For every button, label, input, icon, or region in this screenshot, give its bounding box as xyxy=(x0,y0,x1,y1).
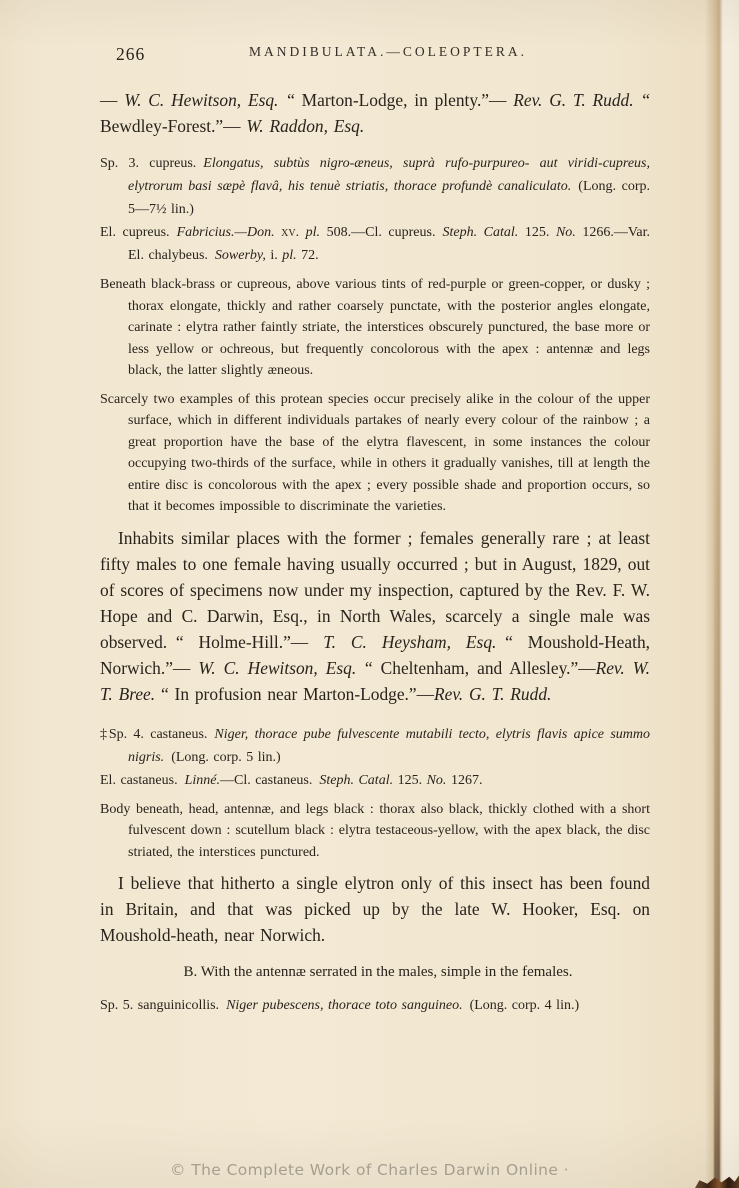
darwin-online-watermark: © The Complete Work of Charles Darwin Online · xyxy=(169,1161,570,1179)
species-entry-sp4: ‡Sp. 4. castaneus. Niger, thorace pube fulvescente mutabili tecto, elytris flavis apice summo nigris. (Long. corp. 5 lin.) xyxy=(100,726,650,765)
page-number: 266 xyxy=(116,44,146,64)
species-entry-sp3: Sp. 3. cupreus. Elongatus, subtùs nigro-æneus, suprà rufo-purpureo- aut viridi-cupreus, elytrorum basi sæpè flavâ, his tenuè striatis, thorace profundè canaliculato. (Long. corp. 5—7½ lin.) xyxy=(100,156,650,217)
description-sp3: Beneath black-brass or cupreous, above various tints of red-purple or green-copper, or dusky ; thorax elongate, thickly and rather coarsely punctate, with the posterior angles elongate, carinate : elytra rather faintly striate, the interstices obscurely punctured, the base more or less yellow or ochreous, but frequently concolorous with the apex : antennæ and legs black, the latter slightly æneous. xyxy=(100,277,650,378)
variation-note-sp3: Scarcely two examples of this protean species occur precisely alike in the colour of the upper surface, which in different individuals partakes of nearly every colour of the rainbow ; a great proportion have the base of the elytra flavescent, in some instances the colour occupying two-thirds of the surface, while in others it gradually vanishes, till at length the entire disc is concolorous with the apex ; every possible shade and proportion occurs, so that it becomes impossible to discriminate the varieties. xyxy=(100,391,650,514)
synonymy-sp3: El. cupreus. Fabricius.—Don. xv. pl. 508.—Cl. cupreus. Steph. Catal. 125. No. 1266.—Var. El. chalybeus. Sowerby, i. pl. 72. xyxy=(100,225,651,263)
habits-paragraph-sp3: Inhabits similar places with the former ; females generally rare ; at least fifty males to one female having usually occurred ; but in August, 1829, out of scores of specimens now under my inspection, captured by the Rev. F. W. Hope and C. Darwin, Esq., in North Wales, scarcely a single male was observed. “ Holme-Hill.”— T. C. Heysham, Esq. “ Moushold-Heath, Norwich.”— W. C. Hewitson, Esq. “ Cheltenham, and Allesley.”—Rev. W. T. Bree. “ In profusion near Marton-Lodge.”—Rev. G. T. Rudd. xyxy=(100,527,651,704)
section-heading-b: B. With the antennæ serrated in the males, simple in the females. xyxy=(183,964,573,980)
localities-continuation-paragraph: — W. C. Hewitson, Esq. “ Marton-Lodge, in plenty.”— Rev. G. T. Rudd. “ Bewdley-Forest.”— W. Raddon, Esq. xyxy=(100,90,650,136)
remark-paragraph-sp4: I believe that hitherto a single elytron only of this insect has been found in Britain, and that was picked up by the late W. Hooker, Esq. on Moushold-heath, near Norwich. xyxy=(100,873,650,945)
description-sp4: Body beneath, head, antennæ, and legs black : thorax also black, thickly clothed with a short fulvescent down : scutellum black : elytra testaceous-yellow, with the apex black, the disc striated, the interstices punctured. xyxy=(100,801,650,860)
running-title: MANDIBULATA.—COLEOPTERA. xyxy=(249,44,527,59)
page-gutter-crease xyxy=(714,420,720,1188)
species-entry-sp5: Sp. 5. sanguinicollis. Niger pubescens, thorace toto sanguineo. (Long. corp. 4 lin.) xyxy=(100,998,580,1013)
page-text-block xyxy=(100,44,650,1017)
synonymy-sp4: El. castaneus. Linné.—Cl. castaneus. Steph. Catal. 125. No. 1267. xyxy=(100,772,483,788)
page-header xyxy=(100,44,650,64)
